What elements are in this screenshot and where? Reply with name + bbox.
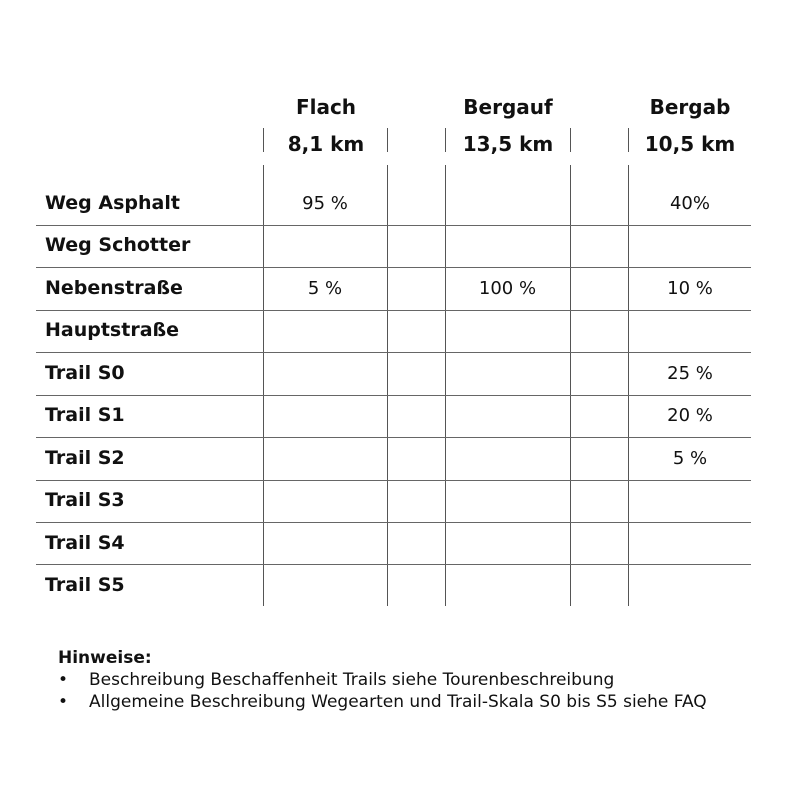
list-item [58, 669, 707, 691]
row-divider [36, 352, 751, 353]
row-divider [36, 225, 751, 226]
row-divider [36, 395, 751, 396]
note-text: Beschreibung Beschaffenheit Trails siehe Tourenbeschreibung [89, 670, 615, 690]
column-divider [445, 128, 446, 152]
column-divider [387, 128, 388, 152]
cell-bergab: 20 % [667, 405, 713, 426]
header-bergab-distance: 10,5 km [644, 132, 736, 156]
row-label-trail-s5: Trail S5 [45, 574, 125, 596]
column-divider [628, 165, 629, 606]
row-label-trail-s1: Trail S1 [45, 404, 125, 426]
row-label-hauptstrasse: Hauptstraße [45, 319, 180, 341]
column-divider [263, 128, 264, 152]
cell-bergab: 5 % [672, 448, 708, 469]
cell-bergauf: 100 % [478, 278, 537, 299]
note-text: Allgemeine Beschreibung Wegearten und Trail-Skala S0 bis S5 siehe FAQ [89, 692, 707, 712]
header-bergauf-distance: 13,5 km [462, 132, 554, 156]
cell-flach: 95 % [302, 193, 348, 214]
cell-bergab: 25 % [667, 363, 713, 384]
notes-title: Hinweise: [58, 648, 152, 668]
list-item [58, 691, 707, 713]
header-bergab: Bergab [649, 95, 731, 119]
column-divider [570, 165, 571, 606]
column-divider [628, 128, 629, 152]
header-flach-distance: 8,1 km [287, 132, 365, 156]
row-label-weg-asphalt: Weg Asphalt [45, 192, 180, 214]
row-label-trail-s3: Trail S3 [45, 489, 125, 511]
row-label-trail-s0: Trail S0 [45, 362, 125, 384]
cell-bergab: 40% [669, 193, 710, 214]
notes-section [58, 647, 707, 713]
row-label-trail-s2: Trail S2 [45, 447, 125, 469]
row-divider [36, 310, 751, 311]
row-divider [36, 437, 751, 438]
bullet-icon: • [58, 670, 69, 690]
row-divider [36, 267, 751, 268]
column-divider [570, 128, 571, 152]
row-label-weg-schotter: Weg Schotter [45, 234, 191, 256]
row-divider [36, 564, 751, 565]
row-divider [36, 522, 751, 523]
cell-flach: 5 % [307, 278, 343, 299]
column-divider [263, 165, 264, 606]
header-bergauf: Bergauf [463, 95, 553, 119]
cell-bergab: 10 % [667, 278, 713, 299]
row-label-nebenstrasse: Nebenstraße [45, 277, 183, 299]
bullet-icon: • [58, 692, 69, 712]
header-flach: Flach [295, 95, 357, 119]
column-divider [445, 165, 446, 606]
column-divider [387, 165, 388, 606]
row-divider [36, 480, 751, 481]
row-label-trail-s4: Trail S4 [45, 532, 125, 554]
